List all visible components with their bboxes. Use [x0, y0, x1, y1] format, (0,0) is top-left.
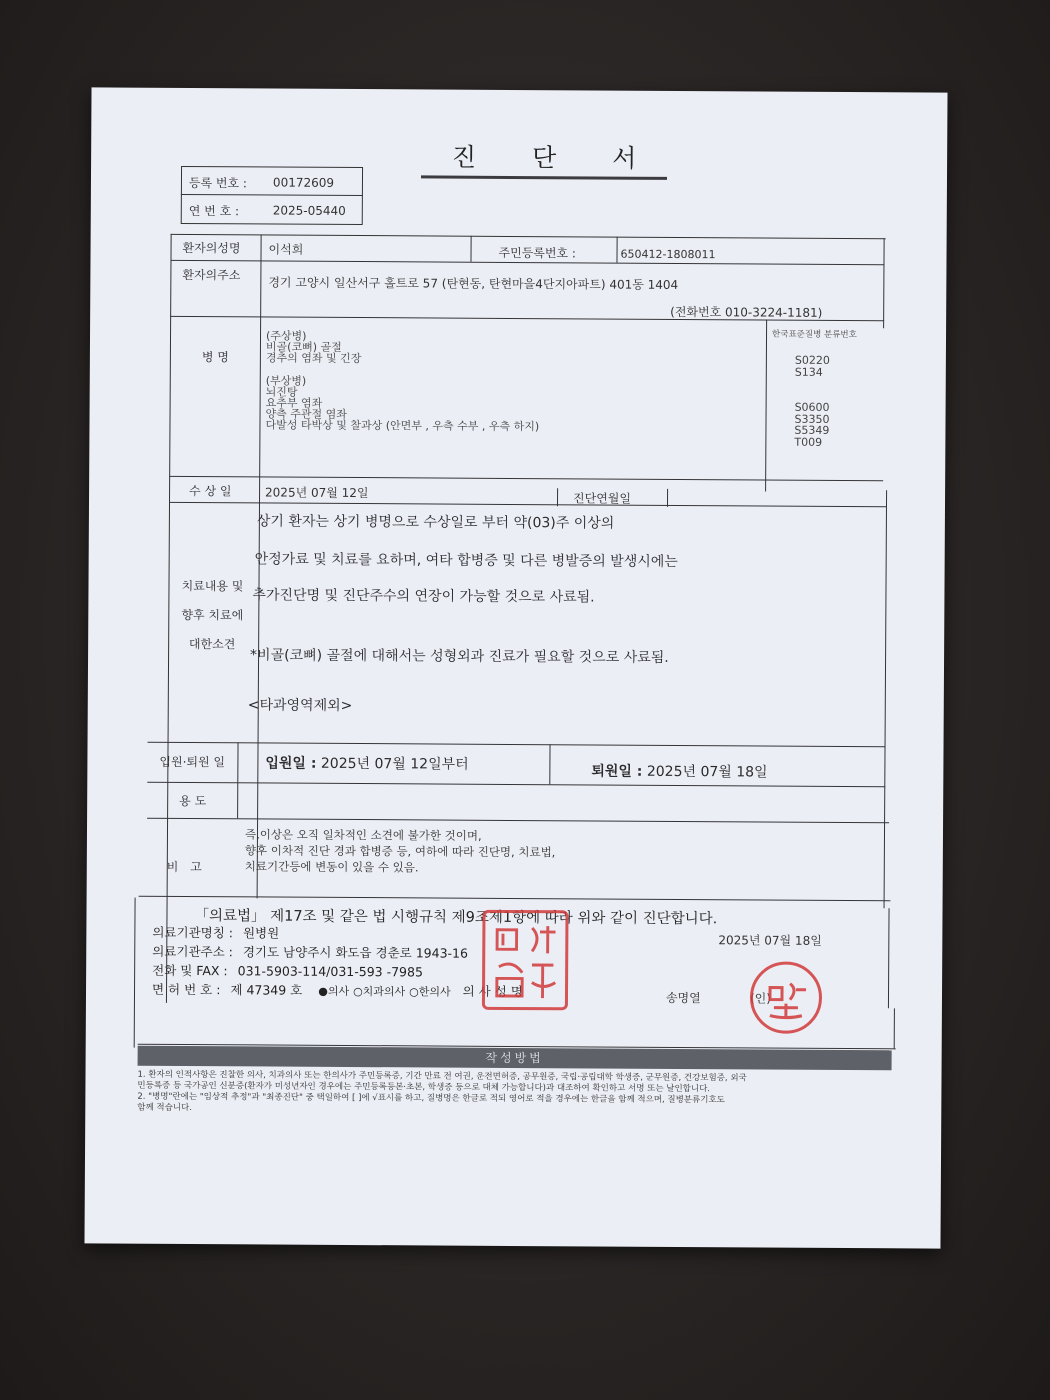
main-disease-item: 경추의 염좌 및 긴장	[265, 351, 362, 366]
remarks-line: 향후 이차적 진단 경과 합병증 등, 여하에 따라 진단명, 치료법,	[244, 843, 556, 860]
main-code: S134	[794, 365, 823, 379]
disease-codes	[794, 355, 830, 448]
doctor-type-option: ○치과의사	[353, 985, 406, 999]
institution-tel-label: 전화 및 FAX :	[152, 962, 228, 979]
remarks-line: 즉,이상은 오직 일차적인 소견에 불가한 것이며,	[244, 827, 482, 843]
sub-disease-item: 뇌진탕	[265, 385, 298, 399]
legal-declaration: 「의료법」 제17조 및 같은 법 시행규칙 제9조제1항에 따라 위와 같이 진단합니다.	[194, 908, 718, 928]
writing-guide-header: 작성방법	[138, 1046, 892, 1071]
sub-disease-item: 다발성 타박상 및 찰과상 (안면부 , 우측 수부 , 우측 하지)	[265, 418, 540, 434]
institution-tel: 031-5903-114/031-593 -7985	[237, 963, 423, 980]
rrn-label: 주민등록번호 :	[498, 245, 576, 261]
patient-name: 이석희	[268, 242, 304, 257]
remarks-label: 비 고	[166, 859, 206, 875]
treatment-label-line: 향후 치료에	[181, 607, 244, 623]
sub-disease-item: 요추부 염좌	[265, 396, 323, 410]
remarks-line: 치료기간등에 변동이 있을 수 있음.	[244, 859, 419, 875]
doctor-name: 송명열	[665, 990, 701, 1006]
seal-mark: (인)	[749, 991, 771, 1006]
injury-date: 2025년 07월 12일	[265, 485, 369, 501]
footnotes	[137, 1070, 897, 1119]
doctor-name-label: 의 사 성 명	[462, 983, 523, 1000]
admission-label: 입원·퇴원 일	[159, 754, 226, 770]
document-title: 진 단 서	[421, 137, 667, 180]
hospital-seal-graphic	[489, 917, 562, 1005]
diagnosis-date-label: 진단연월일	[572, 491, 632, 506]
code-header: 한국표준질병 분류번호	[772, 329, 857, 341]
doctor-seal-graphic	[760, 971, 812, 1023]
main-disease-item: 비골(코뼈) 골절	[265, 340, 342, 354]
sub-code: S5349	[794, 423, 830, 437]
disease-label: 병 명	[201, 350, 229, 365]
treatment-opinion-line: <타과영역제외>	[247, 697, 353, 715]
treatment-label-line: 대한소견	[188, 637, 236, 652]
admission-in-value: 2025년 07월 12일부터	[320, 755, 469, 773]
footnote-line: 2. "병명"란에는 "임상적 추정"과 "최종진단" 중 택일하여 [ ]에 √표시를 하고, 질병명은 한글로 적되 영어로 적을 경우에는 한글을 함께 적으며, 질병분류기호도	[137, 1091, 725, 1106]
hospital-seal	[482, 910, 569, 1011]
usage-label: 용 도	[179, 793, 207, 809]
institution-name: 원병원	[242, 925, 280, 941]
sub-code: S0600	[794, 400, 830, 414]
disease-list	[265, 330, 539, 432]
reg-no-label: 등록 번호 :	[188, 175, 248, 191]
serial-no-value: 2025-05440	[272, 203, 346, 218]
treatment-opinion-line: 안정가료 및 치료를 요하며, 여타 합병증 및 다른 병발증의 발생시에는	[254, 551, 678, 570]
serial-no-label: 연 번 호 :	[188, 203, 240, 219]
patient-name-label: 환자의성명	[182, 240, 241, 256]
treatment-opinion-line: *비골(코뼈) 골절에 대해서는 성형외과 진료가 필요할 것으로 사료됨.	[250, 647, 669, 666]
treatment-label	[172, 572, 253, 659]
sub-disease-item: 양측 주관절 염좌	[265, 407, 347, 421]
doctor-seal	[750, 961, 822, 1033]
admission-out	[591, 760, 767, 781]
license-number: 제 47349 호	[230, 982, 303, 998]
institution-address: 경기도 남양주시 화도읍 경춘로 1943-16	[242, 944, 469, 961]
injury-date-label: 수 상 일	[189, 483, 232, 499]
treatment-label-line: 치료내용 및	[181, 578, 244, 594]
rrn-value: 650412-1808011	[620, 247, 716, 262]
diagnosis-certificate-paper	[84, 87, 947, 1248]
admission-out-label: 퇴원일 :	[591, 763, 643, 780]
sub-code: T009	[794, 435, 823, 449]
main-code: S0220	[794, 353, 830, 367]
institution-name-label: 의료기관명칭 :	[152, 924, 234, 941]
treatment-opinion-line: 추가진단명 및 진단주수의 연장이 가능할 것으로 사료됨.	[252, 587, 595, 606]
main-disease-header: (주상병)	[265, 329, 307, 343]
treatment-opinion-line: 상기 환자는 상기 병명으로 수상일로 부터 약(03)주 이상의	[256, 513, 615, 532]
issue-date: 2025년 07월 18일	[718, 933, 822, 948]
patient-address: 경기 고양시 일산서구 홀트로 57 (탄현동, 탄현마을4단지아파트) 401동 1404	[268, 275, 679, 292]
admission-out-value: 2025년 07월 18일	[646, 763, 768, 781]
footnote-line: 함께 적습니다.	[137, 1102, 193, 1114]
doctor-type-option: ●의사	[318, 984, 350, 998]
footnote-line: 1. 환자의 인적사항은 진찰한 의사, 치과의사 또는 한의사가 주민등록증, 기간 만료 전 여권, 운전면허증, 공무원증, 국립·공립대학 학생증, 군무원증, 건강보험증, 외국	[137, 1069, 747, 1084]
institution-address-label: 의료기관주소 :	[152, 943, 233, 960]
sub-code: S3350	[794, 412, 830, 426]
doctor-type-option: ○한의사	[409, 985, 451, 999]
admission-in	[265, 752, 468, 773]
patient-address-label: 환자의주소	[182, 267, 241, 283]
reg-no-value: 00172609	[272, 175, 335, 190]
admission-in-label: 입원일 :	[265, 755, 317, 772]
institution-block	[152, 923, 523, 1002]
sub-disease-header: (부상병)	[265, 374, 307, 388]
footnote-line: 민등록증 등 국가공인 신분증(환자가 미성년자인 경우에는 주민등록등본·초본, 학생증 등으로 대체 가능합니다)과 대조하여 확인하고 서명 또는 날인합니다.	[137, 1080, 711, 1095]
remarks-text	[245, 826, 556, 876]
patient-phone: (전화번호 010-3224-1181)	[670, 304, 823, 320]
license-label: 면 허 번 호 :	[151, 981, 221, 998]
